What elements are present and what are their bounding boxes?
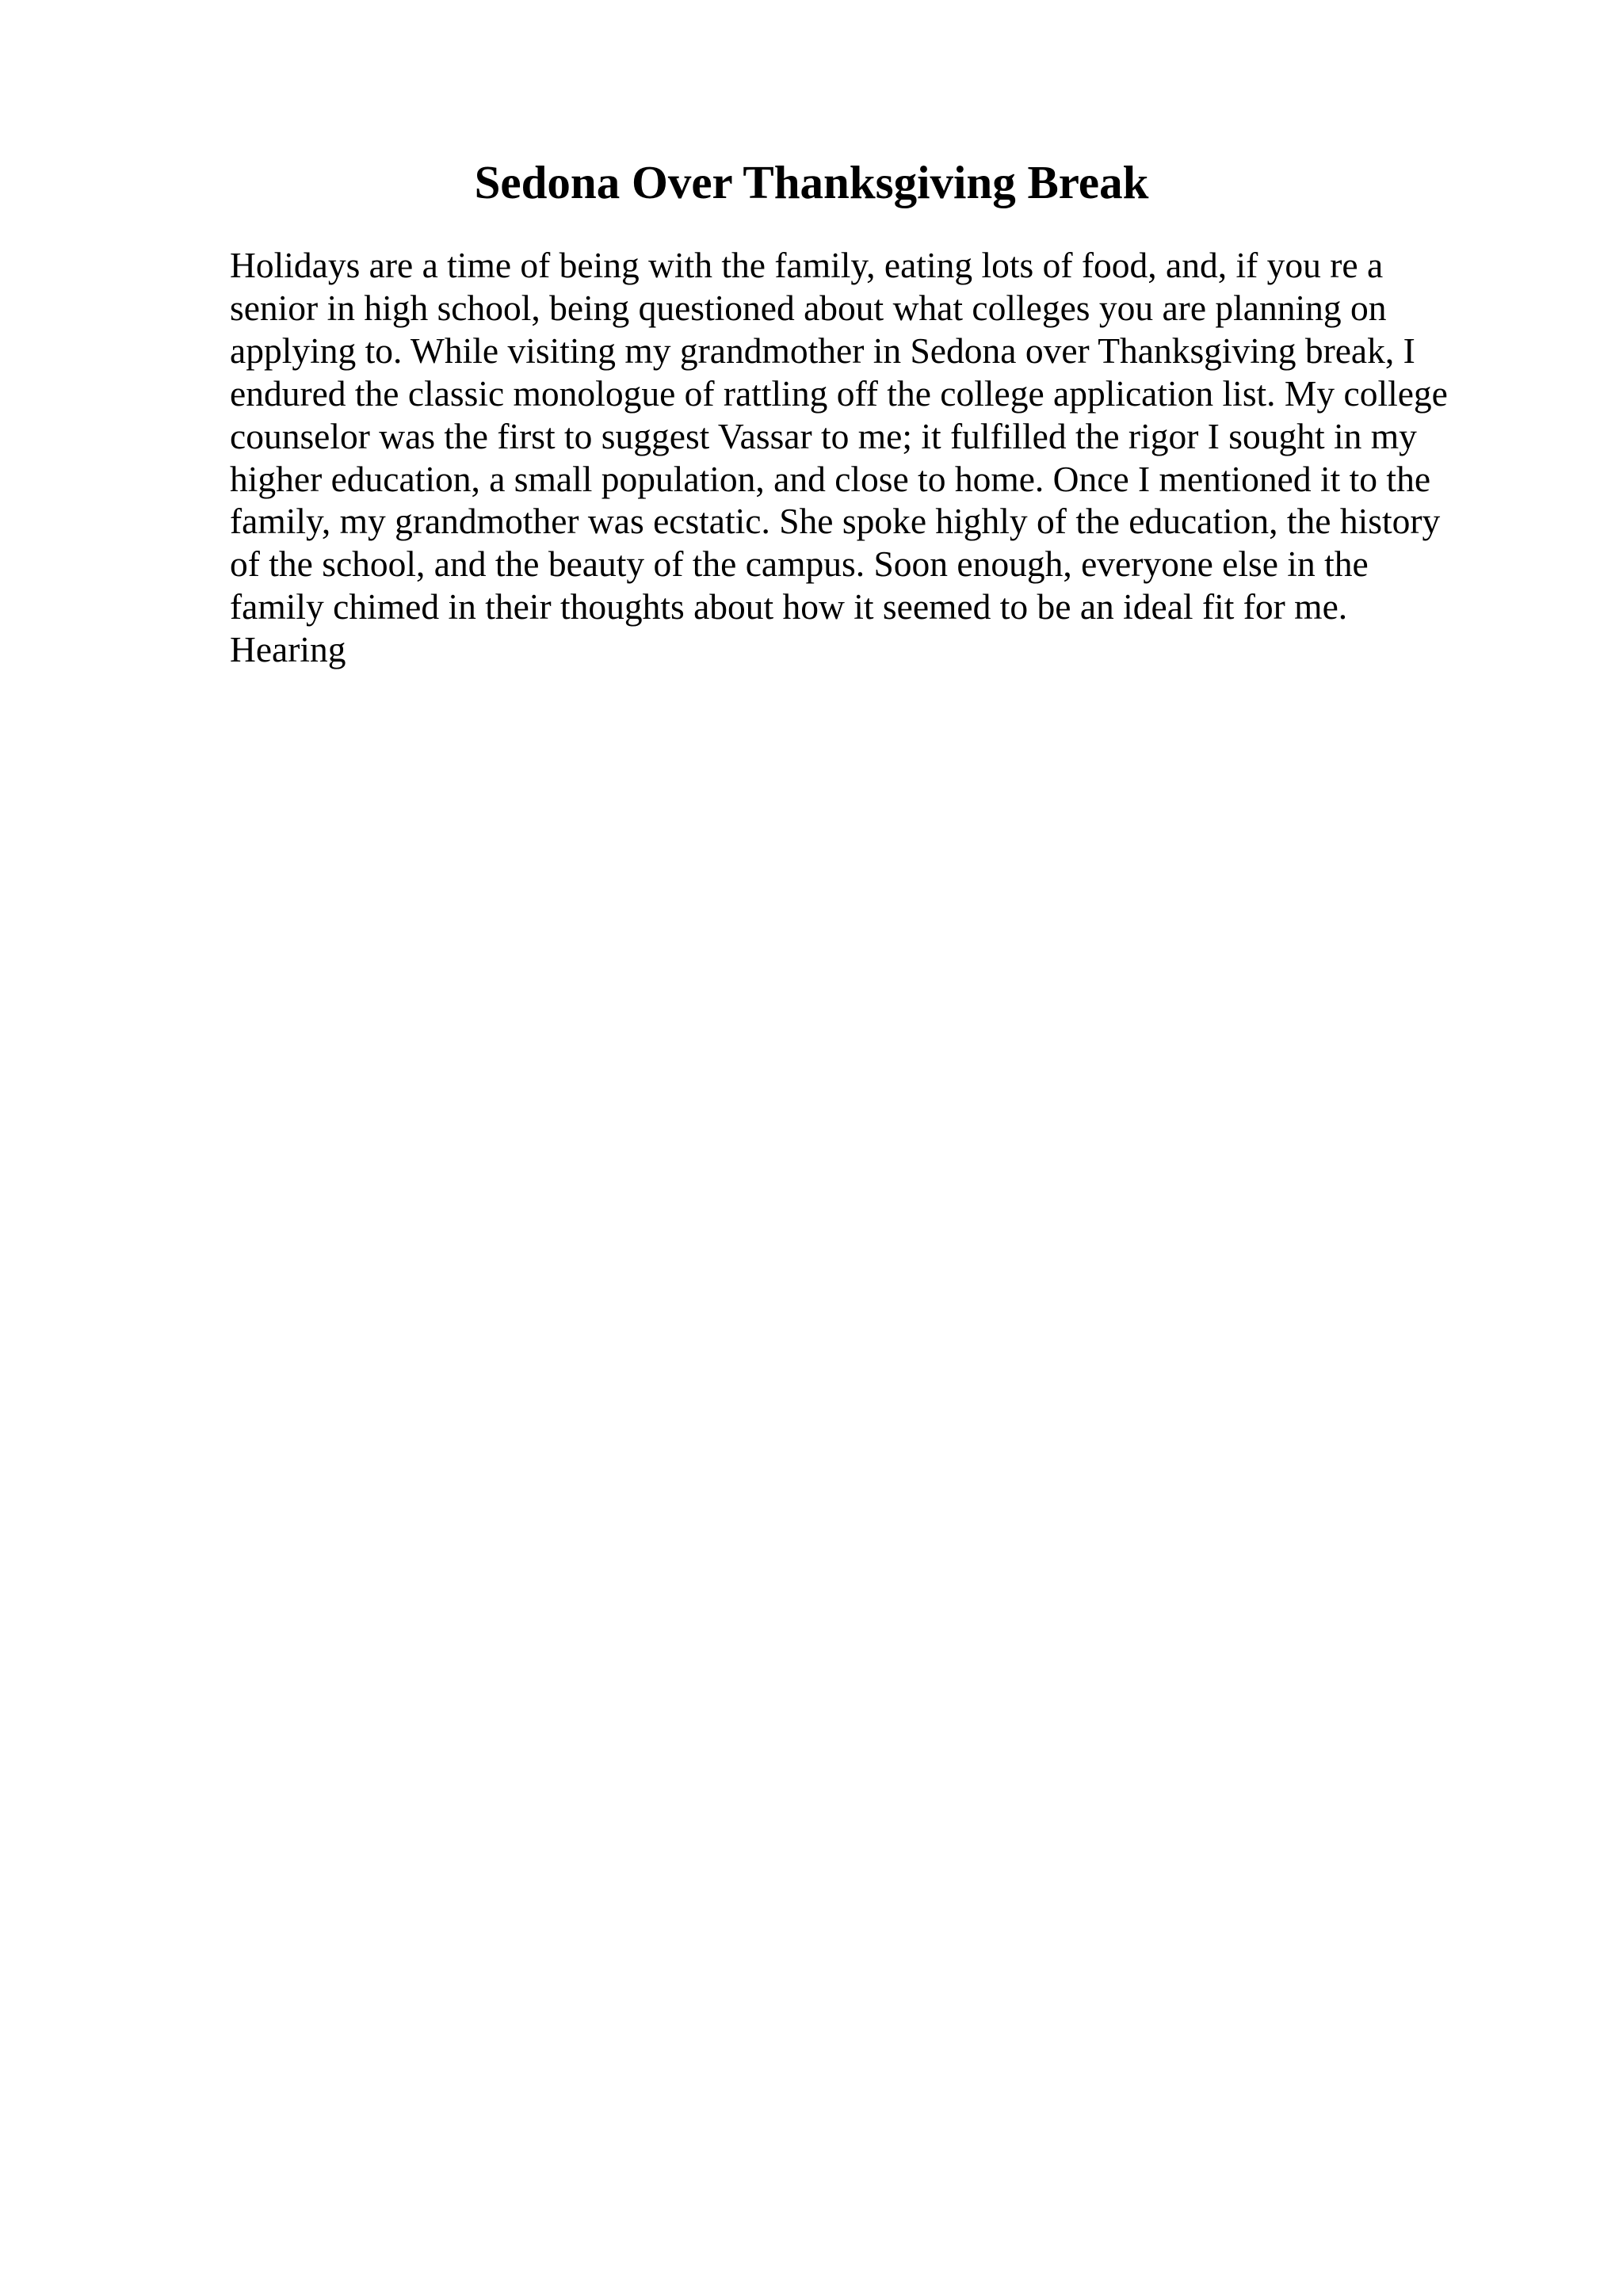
body-line: higher education, a small population, and close to home. Once I mentioned it to the — [230, 458, 1431, 499]
body-line: endured the classic monologue of rattling off the college application list. My college — [230, 372, 1448, 414]
document-body — [230, 244, 1498, 671]
body-line: applying to. While visiting my grandmother in Sedona over Thanksgiving break, I — [230, 330, 1415, 371]
body-line: family, my grandmother was ecstatic. She spoke highly of the education, the history — [230, 501, 1441, 542]
body-line: of the school, and the beauty of the campus. Soon enough, everyone else in the — [230, 543, 1369, 585]
body-line: senior in high school, being questioned about what colleges you are planning on — [230, 287, 1387, 328]
body-line: Hearing — [230, 629, 346, 670]
body-line: counselor was the first to suggest Vassar to me; it fulfilled the rigor I sought in my — [230, 415, 1417, 456]
body-line: Holidays are a time of being with the family, eating lots of food, and, if you re a — [230, 245, 1384, 285]
body-line: family chimed in their thoughts about how it seemed to be an ideal fit for me. — [230, 586, 1348, 627]
document-title: Sedona Over Thanksgiving Break — [474, 156, 1149, 208]
